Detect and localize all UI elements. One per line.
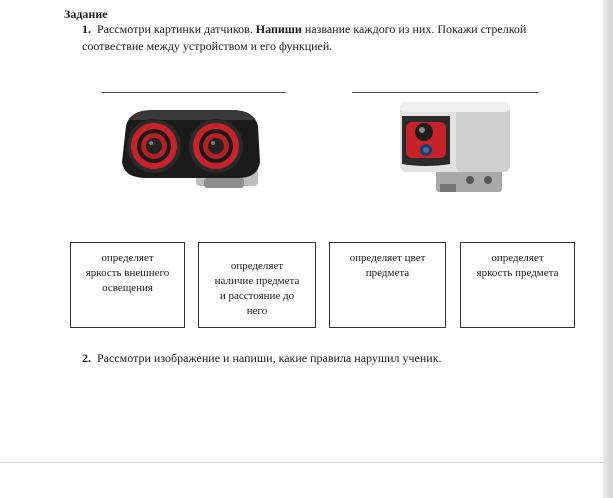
task-1-part1: Рассмотри картинки датчиков. bbox=[97, 22, 253, 36]
function-box-line: и расстояние до bbox=[219, 290, 295, 302]
task-1-number: 1. bbox=[82, 22, 91, 36]
page-bottom-divider bbox=[0, 462, 603, 463]
task-2-number: 2. bbox=[82, 351, 91, 365]
function-box-2 bbox=[198, 242, 316, 328]
answer-blank-2 bbox=[352, 92, 539, 93]
function-box-line: яркость предмета bbox=[476, 267, 559, 279]
page-edge-shadow bbox=[603, 0, 613, 498]
function-box-line: наличие предмета bbox=[214, 275, 300, 287]
color-sensor-image bbox=[396, 98, 516, 196]
function-box-line: определяет bbox=[491, 252, 544, 264]
function-box-line: определяет цвет bbox=[349, 252, 426, 264]
function-box-line: него bbox=[246, 305, 268, 317]
task-1-part2: название каждого из них. Покажи стрелкой bbox=[304, 22, 527, 36]
task-2-text bbox=[82, 351, 442, 366]
function-box-line: предмета bbox=[365, 267, 410, 279]
function-box-line: определяет bbox=[101, 252, 154, 264]
task-1-bold-word: Напиши bbox=[255, 22, 302, 36]
function-box-3 bbox=[329, 242, 446, 328]
task-2-body: Рассмотри изображение и напиши, какие правила нарушил ученик. bbox=[97, 351, 442, 365]
task-1-text bbox=[82, 21, 582, 55]
task-heading: Задание bbox=[64, 7, 108, 21]
function-box-line: яркость внешнего bbox=[85, 267, 170, 279]
answer-blank-1 bbox=[101, 92, 286, 93]
task-1-line2: соотвествие между устройством и его функцией. bbox=[82, 39, 333, 53]
function-box-line: определяет bbox=[230, 260, 284, 272]
function-box-line: освещения bbox=[102, 282, 153, 294]
ultrasonic-sensor-image bbox=[112, 104, 270, 192]
function-box-1 bbox=[70, 242, 185, 328]
function-box-4 bbox=[460, 242, 575, 328]
